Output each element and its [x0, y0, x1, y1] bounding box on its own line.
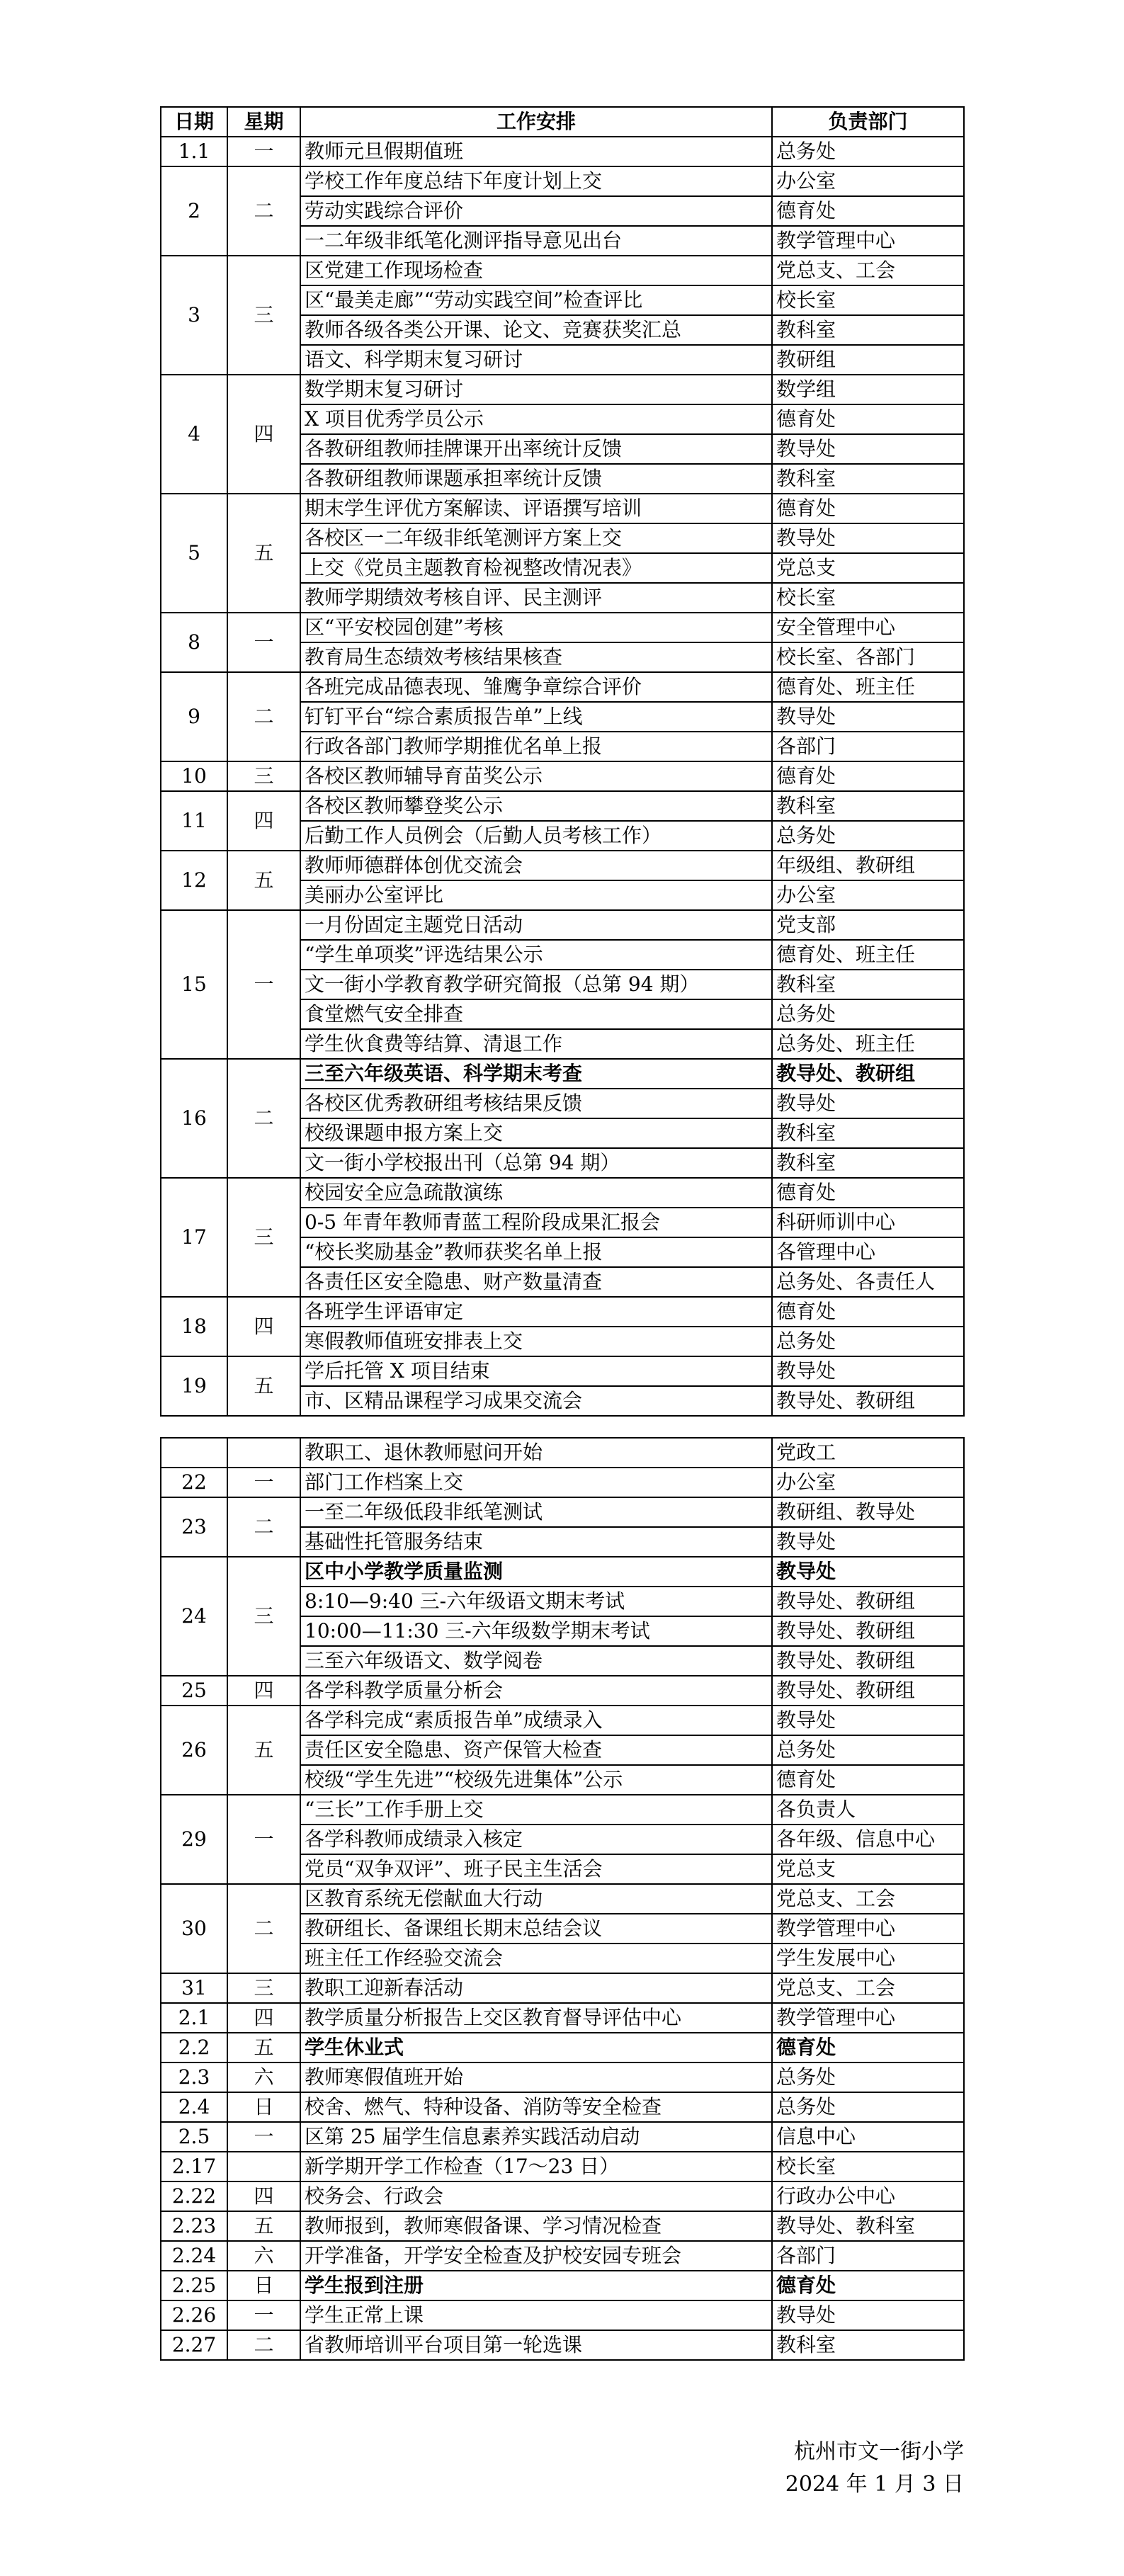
- task-cell: 区教育系统无偿献血大行动: [300, 1884, 772, 1914]
- task-cell: 文一街小学校报出刊（总第 94 期）: [300, 1148, 772, 1178]
- weekday-cell: 四: [227, 2003, 300, 2033]
- dept-cell: 德育处: [772, 1178, 964, 1208]
- task-cell: 部门工作档案上交: [300, 1468, 772, 1497]
- table-row: [161, 2271, 964, 2300]
- dept-cell: 校长室: [772, 285, 964, 315]
- table-row: [161, 1468, 964, 1497]
- task-cell: 10:00—11:30 三-六年级数学期末考试: [300, 1616, 772, 1646]
- weekday-cell: [227, 1438, 300, 1468]
- dept-cell: 学生发展中心: [772, 1944, 964, 1973]
- dept-cell: 教科室: [772, 970, 964, 999]
- weekday-cell: 五: [227, 1706, 300, 1795]
- dept-cell: 教科室: [772, 2330, 964, 2360]
- dept-cell: 年级组、教研组: [772, 851, 964, 880]
- signature-school: 杭州市文一街小学: [794, 2439, 964, 2464]
- dept-cell: 各部门: [772, 2241, 964, 2271]
- task-cell: 一至二年级低段非纸笔测试: [300, 1497, 772, 1527]
- dept-cell: 信息中心: [772, 2122, 964, 2152]
- dept-cell: 德育处: [772, 494, 964, 523]
- task-cell: 教师寒假值班开始: [300, 2062, 772, 2092]
- dept-cell: 教科室: [772, 315, 964, 345]
- weekday-cell: 三: [227, 761, 300, 791]
- date-cell: 18: [161, 1297, 227, 1356]
- task-cell: 学生正常上课: [300, 2300, 772, 2330]
- task-cell: 教育局生态绩效考核结果核查: [300, 642, 772, 672]
- table-row: [161, 2211, 964, 2241]
- task-cell: 学后托管 X 项目结束: [300, 1356, 772, 1386]
- task-cell: 各校区教师攀登奖公示: [300, 791, 772, 821]
- task-cell: 教师学期绩效考核自评、民主测评: [300, 583, 772, 613]
- task-cell: 各校区教师辅导育苗奖公示: [300, 761, 772, 791]
- table-row: [161, 1884, 964, 1914]
- date-cell: 17: [161, 1178, 227, 1297]
- date-cell: 2.22: [161, 2181, 227, 2211]
- task-cell: 劳动实践综合评价: [300, 196, 772, 226]
- task-cell: 新学期开学工作检查（17～23 日）: [300, 2152, 772, 2181]
- dept-cell: 教导处: [772, 1557, 964, 1587]
- weekday-cell: 四: [227, 1297, 300, 1356]
- task-cell: 数学期末复习研讨: [300, 375, 772, 404]
- dept-cell: 德育处: [772, 1765, 964, 1795]
- table-row: [161, 1795, 964, 1825]
- schedule-table-part1: [160, 106, 965, 1417]
- table-row: [161, 910, 964, 940]
- dept-cell: 总务处: [772, 1327, 964, 1356]
- dept-cell: 安全管理中心: [772, 613, 964, 642]
- dept-cell: 教学管理中心: [772, 2003, 964, 2033]
- weekday-cell: 二: [227, 1059, 300, 1178]
- task-cell: 教师报到，教师寒假备课、学习情况检查: [300, 2211, 772, 2241]
- dept-cell: 教导处、教科室: [772, 2211, 964, 2241]
- task-cell: 各校区优秀教研组考核结果反馈: [300, 1089, 772, 1118]
- task-cell: 各责任区安全隐患、财产数量清查: [300, 1267, 772, 1297]
- table-row: [161, 1676, 964, 1706]
- date-cell: [161, 1438, 227, 1468]
- task-cell: 教学质量分析报告上交区教育督导评估中心: [300, 2003, 772, 2033]
- dept-cell: 总务处: [772, 137, 964, 166]
- dept-cell: 总务处: [772, 2062, 964, 2092]
- task-cell: 食堂燃气安全排查: [300, 999, 772, 1029]
- table-row: [161, 2300, 964, 2330]
- task-cell: 各学科教学质量分析会: [300, 1676, 772, 1706]
- dept-cell: 德育处: [772, 2271, 964, 2300]
- date-cell: 23: [161, 1497, 227, 1557]
- date-cell: 3: [161, 256, 227, 375]
- dept-cell: 行政办公中心: [772, 2181, 964, 2211]
- table-row: [161, 1497, 964, 1527]
- task-cell: 学生报到注册: [300, 2271, 772, 2300]
- weekday-cell: 四: [227, 1676, 300, 1706]
- task-cell: 语文、科学期末复习研讨: [300, 345, 772, 375]
- task-cell: 各学科完成“素质报告单”成绩录入: [300, 1706, 772, 1735]
- dept-cell: 教导处: [772, 702, 964, 732]
- date-cell: 2.25: [161, 2271, 227, 2300]
- table-row: [161, 2330, 964, 2360]
- dept-cell: 总务处: [772, 2092, 964, 2122]
- task-cell: 教师师德群体创优交流会: [300, 851, 772, 880]
- task-cell: 文一街小学教育教学研究简报（总第 94 期）: [300, 970, 772, 999]
- date-cell: 25: [161, 1676, 227, 1706]
- date-cell: 9: [161, 672, 227, 761]
- table-row: [161, 494, 964, 523]
- table-row: [161, 1297, 964, 1327]
- weekday-cell: 三: [227, 1973, 300, 2003]
- weekday-cell: 五: [227, 2033, 300, 2062]
- task-cell: 各班完成品德表现、雏鹰争章综合评价: [300, 672, 772, 702]
- task-cell: 基础性托管服务结束: [300, 1527, 772, 1557]
- task-cell: 各校区一二年级非纸笔测评方案上交: [300, 523, 772, 553]
- date-cell: 2.4: [161, 2092, 227, 2122]
- task-cell: 各教研组教师挂牌课开出率统计反馈: [300, 434, 772, 464]
- weekday-cell: 三: [227, 1557, 300, 1676]
- dept-cell: 总务处: [772, 821, 964, 851]
- task-cell: 学生伙食费等结算、清退工作: [300, 1029, 772, 1059]
- dept-cell: 各年级、信息中心: [772, 1825, 964, 1854]
- task-cell: 教研组长、备课组长期末总结会议: [300, 1914, 772, 1944]
- date-cell: 5: [161, 494, 227, 613]
- dept-cell: 教导处、教研组: [772, 1587, 964, 1616]
- task-cell: 校园安全应急疏散演练: [300, 1178, 772, 1208]
- dept-cell: 德育处: [772, 2033, 964, 2062]
- task-cell: 区第 25 届学生信息素养实践活动启动: [300, 2122, 772, 2152]
- table-row: [161, 2003, 964, 2033]
- task-cell: 责任区安全隐患、资产保管大检查: [300, 1735, 772, 1765]
- task-cell: 教职工迎新春活动: [300, 1973, 772, 2003]
- task-cell: 三至六年级语文、数学阅卷: [300, 1646, 772, 1676]
- header-weekday: 星期: [227, 107, 300, 137]
- dept-cell: 教导处、教研组: [772, 1616, 964, 1646]
- date-cell: 15: [161, 910, 227, 1059]
- weekday-cell: 日: [227, 2271, 300, 2300]
- date-cell: 4: [161, 375, 227, 494]
- date-cell: 19: [161, 1356, 227, 1416]
- dept-cell: 党政工: [772, 1438, 964, 1468]
- dept-cell: 总务处: [772, 1735, 964, 1765]
- date-cell: 2.24: [161, 2241, 227, 2271]
- dept-cell: 德育处: [772, 196, 964, 226]
- dept-cell: 党总支: [772, 553, 964, 583]
- date-cell: 22: [161, 1468, 227, 1497]
- table-row: [161, 166, 964, 196]
- dept-cell: 校长室、各部门: [772, 642, 964, 672]
- task-cell: 三至六年级英语、科学期末考查: [300, 1059, 772, 1089]
- dept-cell: 办公室: [772, 1468, 964, 1497]
- weekday-cell: 二: [227, 1884, 300, 1973]
- date-cell: 1.1: [161, 137, 227, 166]
- task-cell: 教师各级各类公开课、论文、竞赛获奖汇总: [300, 315, 772, 345]
- task-cell: “三长”工作手册上交: [300, 1795, 772, 1825]
- dept-cell: 教导处: [772, 2300, 964, 2330]
- table-row: [161, 256, 964, 285]
- table-row: [161, 137, 964, 166]
- dept-cell: 教导处、教研组: [772, 1676, 964, 1706]
- dept-cell: 党总支: [772, 1854, 964, 1884]
- weekday-cell: 二: [227, 672, 300, 761]
- table-row: [161, 2062, 964, 2092]
- weekday-cell: 一: [227, 2300, 300, 2330]
- dept-cell: 总务处: [772, 999, 964, 1029]
- date-cell: 31: [161, 1973, 227, 2003]
- date-cell: 2.3: [161, 2062, 227, 2092]
- weekday-cell: 一: [227, 613, 300, 672]
- date-cell: 2.2: [161, 2033, 227, 2062]
- dept-cell: 党总支、工会: [772, 1973, 964, 2003]
- table-row: [161, 1438, 964, 1468]
- table-row: [161, 2092, 964, 2122]
- table-row: [161, 2033, 964, 2062]
- header-task: 工作安排: [300, 107, 772, 137]
- dept-cell: 教学管理中心: [772, 226, 964, 256]
- dept-cell: 德育处、班主任: [772, 940, 964, 970]
- table-row: [161, 1178, 964, 1208]
- table-row: [161, 375, 964, 404]
- weekday-cell: 一: [227, 137, 300, 166]
- weekday-cell: 五: [227, 2211, 300, 2241]
- weekday-cell: 四: [227, 791, 300, 851]
- table-row: [161, 2152, 964, 2181]
- dept-cell: 党总支、工会: [772, 1884, 964, 1914]
- weekday-cell: 一: [227, 1795, 300, 1884]
- weekday-cell: 二: [227, 2330, 300, 2360]
- weekday-cell: 一: [227, 910, 300, 1059]
- dept-cell: 教学管理中心: [772, 1914, 964, 1944]
- weekday-cell: 四: [227, 375, 300, 494]
- task-cell: 寒假教师值班安排表上交: [300, 1327, 772, 1356]
- dept-cell: 教导处: [772, 434, 964, 464]
- dept-cell: 教导处: [772, 1089, 964, 1118]
- date-cell: 24: [161, 1557, 227, 1676]
- task-cell: “学生单项奖”评选结果公示: [300, 940, 772, 970]
- task-cell: 班主任工作经验交流会: [300, 1944, 772, 1973]
- table-row: [161, 1059, 964, 1089]
- dept-cell: 德育处、班主任: [772, 672, 964, 702]
- weekday-cell: 一: [227, 2122, 300, 2152]
- task-cell: 教师元旦假期值班: [300, 137, 772, 166]
- dept-cell: 党支部: [772, 910, 964, 940]
- dept-cell: 各部门: [772, 732, 964, 761]
- header-date: 日期: [161, 107, 227, 137]
- date-cell: 30: [161, 1884, 227, 1973]
- task-cell: 校舍、燃气、特种设备、消防等安全检查: [300, 2092, 772, 2122]
- task-cell: “校长奖励基金”教师获奖名单上报: [300, 1237, 772, 1267]
- dept-cell: 教导处、教研组: [772, 1059, 964, 1089]
- date-cell: 2.17: [161, 2152, 227, 2181]
- dept-cell: 教导处、教研组: [772, 1646, 964, 1676]
- date-cell: 2.5: [161, 2122, 227, 2152]
- dept-cell: 各管理中心: [772, 1237, 964, 1267]
- task-cell: 区党建工作现场检查: [300, 256, 772, 285]
- table-row: [161, 2122, 964, 2152]
- task-cell: 一二年级非纸笔化测评指导意见出台: [300, 226, 772, 256]
- date-cell: 10: [161, 761, 227, 791]
- task-cell: 学生休业式: [300, 2033, 772, 2062]
- task-cell: X 项目优秀学员公示: [300, 404, 772, 434]
- task-cell: 各教研组教师课题承担率统计反馈: [300, 464, 772, 494]
- task-cell: 0-5 年青年教师青蓝工程阶段成果汇报会: [300, 1208, 772, 1237]
- date-cell: 2.23: [161, 2211, 227, 2241]
- date-cell: 26: [161, 1706, 227, 1795]
- task-cell: 8:10—9:40 三-六年级语文期末考试: [300, 1587, 772, 1616]
- table-row: [161, 791, 964, 821]
- dept-cell: 办公室: [772, 880, 964, 910]
- weekday-cell: 六: [227, 2241, 300, 2271]
- task-cell: 钉钉平台“综合素质报告单”上线: [300, 702, 772, 732]
- table-row: [161, 672, 964, 702]
- task-cell: 市、区精品课程学习成果交流会: [300, 1386, 772, 1416]
- dept-cell: 教研组、教导处: [772, 1497, 964, 1527]
- dept-cell: 教科室: [772, 1148, 964, 1178]
- weekday-cell: 三: [227, 256, 300, 375]
- task-cell: 各学科教师成绩录入核定: [300, 1825, 772, 1854]
- dept-cell: 校长室: [772, 2152, 964, 2181]
- header-dept: 负责部门: [772, 107, 964, 137]
- task-cell: 行政各部门教师学期推优名单上报: [300, 732, 772, 761]
- date-cell: 2: [161, 166, 227, 256]
- date-cell: 2.26: [161, 2300, 227, 2330]
- dept-cell: 德育处: [772, 761, 964, 791]
- table-header-row: [161, 107, 964, 137]
- table-row: [161, 851, 964, 880]
- date-cell: 8: [161, 613, 227, 672]
- task-cell: 校级“学生先进”“校级先进集体”公示: [300, 1765, 772, 1795]
- weekday-cell: 日: [227, 2092, 300, 2122]
- weekday-cell: 五: [227, 1356, 300, 1416]
- table-row: [161, 2241, 964, 2271]
- table-row: [161, 1557, 964, 1587]
- date-cell: 2.1: [161, 2003, 227, 2033]
- dept-cell: 教科室: [772, 1118, 964, 1148]
- task-cell: 开学准备，开学安全检查及护校安园专班会: [300, 2241, 772, 2271]
- dept-cell: 校长室: [772, 583, 964, 613]
- task-cell: 党员“双争双评”、班子民主生活会: [300, 1854, 772, 1884]
- task-cell: 学校工作年度总结下年度计划上交: [300, 166, 772, 196]
- task-cell: 教职工、退休教师慰问开始: [300, 1438, 772, 1468]
- weekday-cell: 五: [227, 494, 300, 613]
- task-cell: 区“平安校园创建”考核: [300, 613, 772, 642]
- task-cell: 期末学生评优方案解读、评语撰写培训: [300, 494, 772, 523]
- task-cell: 后勤工作人员例会（后勤人员考核工作）: [300, 821, 772, 851]
- table-row: [161, 2181, 964, 2211]
- dept-cell: 教导处、教研组: [772, 1386, 964, 1416]
- task-cell: 一月份固定主题党日活动: [300, 910, 772, 940]
- date-cell: 11: [161, 791, 227, 851]
- table-row: [161, 1706, 964, 1735]
- dept-cell: 党总支、工会: [772, 256, 964, 285]
- dept-cell: 各负责人: [772, 1795, 964, 1825]
- task-cell: 区中小学教学质量监测: [300, 1557, 772, 1587]
- dept-cell: 办公室: [772, 166, 964, 196]
- date-cell: 12: [161, 851, 227, 910]
- weekday-cell: 二: [227, 166, 300, 256]
- table-row: [161, 613, 964, 642]
- weekday-cell: 五: [227, 851, 300, 910]
- signature-date: 2024 年 1 月 3 日: [785, 2472, 964, 2497]
- dept-cell: 科研师训中心: [772, 1208, 964, 1237]
- dept-cell: 德育处: [772, 1297, 964, 1327]
- dept-cell: 总务处、各责任人: [772, 1267, 964, 1297]
- weekday-cell: 六: [227, 2062, 300, 2092]
- table-row: [161, 761, 964, 791]
- dept-cell: 教导处: [772, 1356, 964, 1386]
- dept-cell: 教科室: [772, 791, 964, 821]
- weekday-cell: 二: [227, 1497, 300, 1557]
- dept-cell: 教导处: [772, 523, 964, 553]
- date-cell: 16: [161, 1059, 227, 1178]
- task-cell: 各班学生评语审定: [300, 1297, 772, 1327]
- dept-cell: 教研组: [772, 345, 964, 375]
- task-cell: 美丽办公室评比: [300, 880, 772, 910]
- dept-cell: 数学组: [772, 375, 964, 404]
- schedule-table-part2: [160, 1437, 965, 2361]
- table-row: [161, 1973, 964, 2003]
- task-cell: 上交《党员主题教育检视整改情况表》: [300, 553, 772, 583]
- weekday-cell: 三: [227, 1178, 300, 1297]
- weekday-cell: 四: [227, 2181, 300, 2211]
- task-cell: 校务会、行政会: [300, 2181, 772, 2211]
- table-row: [161, 1356, 964, 1386]
- task-cell: 校级课题申报方案上交: [300, 1118, 772, 1148]
- dept-cell: 教导处: [772, 1527, 964, 1557]
- task-cell: 区“最美走廊”“劳动实践空间”检查评比: [300, 285, 772, 315]
- task-cell: 省教师培训平台项目第一轮选课: [300, 2330, 772, 2360]
- weekday-cell: [227, 2152, 300, 2181]
- date-cell: 2.27: [161, 2330, 227, 2360]
- weekday-cell: 一: [227, 1468, 300, 1497]
- dept-cell: 德育处: [772, 404, 964, 434]
- dept-cell: 总务处、班主任: [772, 1029, 964, 1059]
- dept-cell: 教导处: [772, 1706, 964, 1735]
- dept-cell: 教科室: [772, 464, 964, 494]
- date-cell: 29: [161, 1795, 227, 1884]
